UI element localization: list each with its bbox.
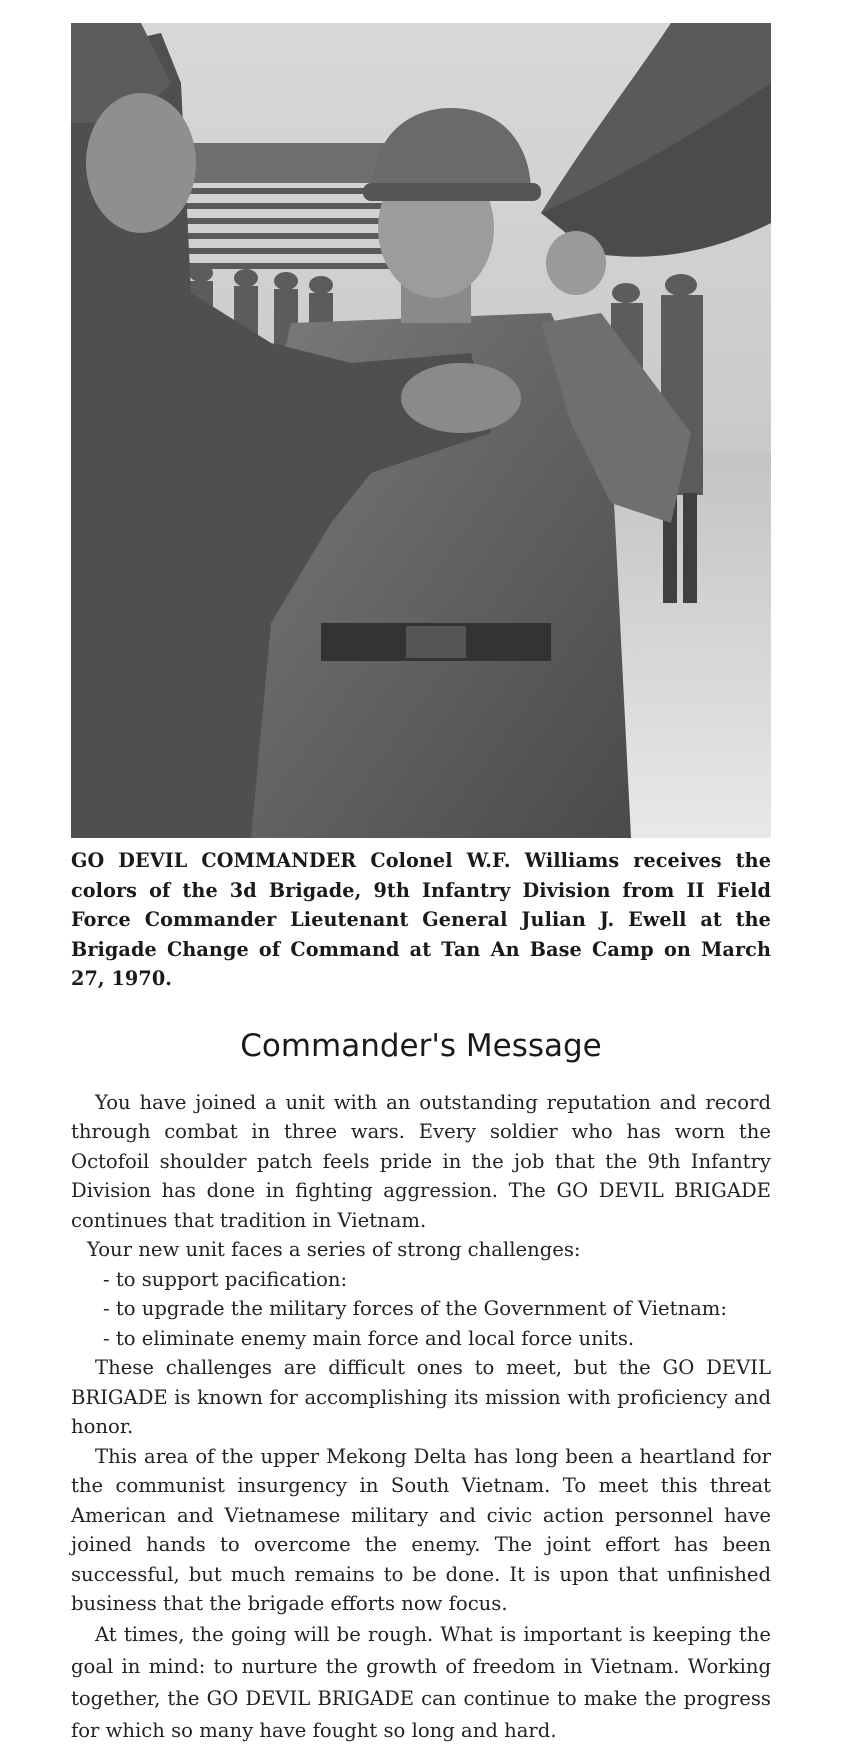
paragraph-mekong-delta: This area of the upper Mekong Delta has long been a heartland for the communist insurgency in South Vietnam. To meet this threat American and Vietnamese military and civic action personnel have joined hands to overcome the enemy. The joint effort has been successful, but much remains to be done. It is upon that unfinished business that the brigade efforts now focus. — [71, 1444, 771, 1615]
message-body — [71, 1088, 771, 1747]
document-page — [71, 23, 771, 1747]
page-title: Commander's Message — [240, 1027, 602, 1064]
photo-caption: GO DEVIL COMMANDER Colonel W.F. Williams receives the colors of the 3d Brigade, 9th Infantry Division from II Field Force Commander Lieutenant General Julian J. Ewell at the Brigade Change of Command at Tan An Base Camp on March 27, 1970. — [71, 849, 771, 990]
paragraph-challenges-intro: Your new unit faces a series of strong challenges: — [87, 1238, 581, 1261]
list-item-eliminate-enemy: - to eliminate enemy main force and local force units. — [103, 1326, 635, 1350]
list-item-upgrade-forces: - to upgrade the military forces of the Government of Vietnam: — [103, 1297, 727, 1320]
ceremony-photo — [71, 23, 771, 838]
paragraph-closing: At times, the going will be rough. What is important is keeping the goal in mind: to nurture the growth of freedom in Vietnam. Working together, the GO DEVIL BRIGADE can continue to make the progress for which so many have fought so long and hard. — [71, 1622, 771, 1742]
paragraph-challenges: These challenges are difficult ones to meet, but the GO DEVIL BRIGADE is known for accomplishing its mission with proficiency and honor. — [71, 1356, 771, 1438]
list-item-pacification: - to support pacification: — [103, 1267, 348, 1291]
paragraph-intro: You have joined a unit with an outstanding reputation and record through combat in three wars. Every soldier who has worn the Octofoil shoulder patch feels pride in the job that the 9th Infantry Division has done in fighting aggression. The GO DEVIL BRIGADE continues that tradition in Vietnam. — [71, 1090, 771, 1232]
